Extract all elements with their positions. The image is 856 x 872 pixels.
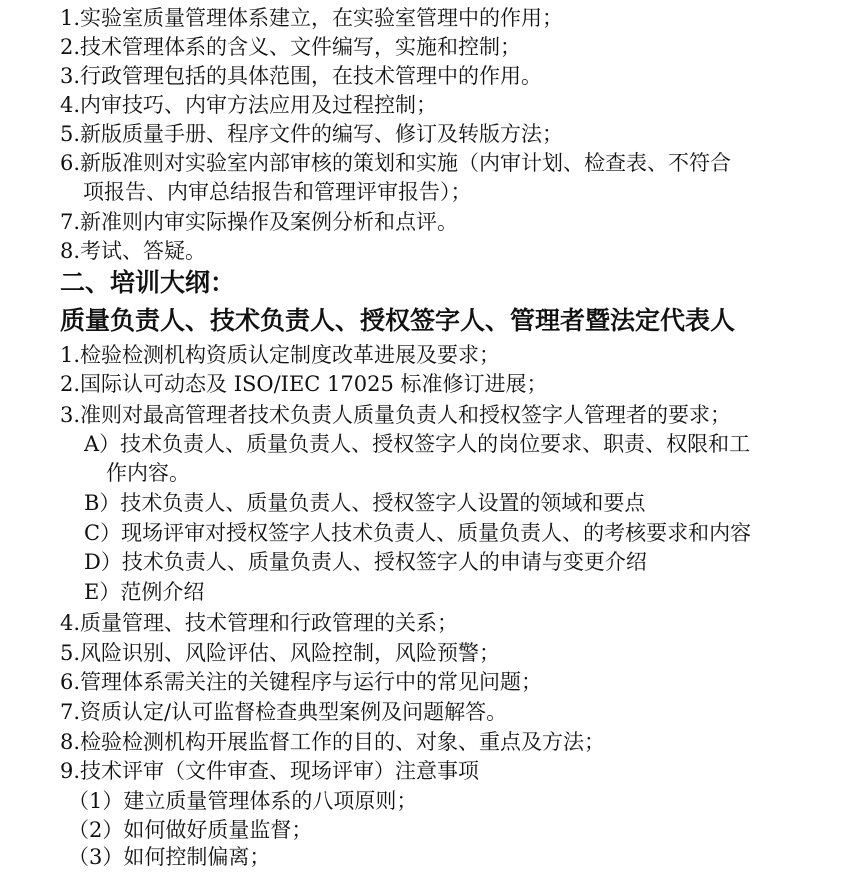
sub-list-item: B）技术负责人、质量负责人、授权签字人设置的领域和要点 xyxy=(84,491,646,515)
sub-list-item: D）技术负责人、质量负责人、授权签字人的申请与变更介绍 xyxy=(84,550,647,574)
list-item-continuation: 项报告、内审总结报告和管理评审报告）； xyxy=(83,180,472,204)
sub-list-item-continuation: 作内容。 xyxy=(106,461,190,485)
list-item: 5.风险识别、风险评估、风险控制，风险预警； xyxy=(60,641,501,665)
list-item: 9.技术评审（文件审查、现场评审）注意事项 xyxy=(60,759,480,783)
list-item: 1.实验室质量管理体系建立，在实验室管理中的作用； xyxy=(60,6,564,30)
numbered-sub-item: （1）建立质量管理体系的八项原则； xyxy=(68,789,418,813)
list-item: 7.新准则内审实际操作及案例分析和点评。 xyxy=(60,210,459,234)
sub-list-item: E）范例介绍 xyxy=(84,580,205,604)
list-item: 2.国际认可动态及 ISO/IEC 17025 标准修订进展； xyxy=(60,372,548,396)
list-item: 6.管理体系需关注的关键程序与运行中的常见问题； xyxy=(60,670,543,694)
list-item: 4.质量管理、技术管理和行政管理的关系； xyxy=(60,611,459,635)
list-item: 5.新版质量手册、程序文件的编写、修订及转版方法； xyxy=(60,122,564,146)
sub-list-item: A）技术负责人、质量负责人、授权签字人的岗位要求、职责、权限和工 xyxy=(84,432,751,456)
list-item: 4.内审技巧、内审方法应用及过程控制； xyxy=(60,93,438,117)
list-item: 8.考试、答疑。 xyxy=(60,239,207,263)
numbered-sub-item: （3）如何控制偏离； xyxy=(68,845,271,869)
sub-list-item: C）现场评审对授权签字人技术负责人、质量负责人、的考核要求和内容 xyxy=(84,521,752,545)
section-subheading: 质量负责人、技术负责人、授权签字人、管理者暨法定代表人 xyxy=(60,306,736,335)
list-item: 3.行政管理包括的具体范围，在技术管理中的作用。 xyxy=(60,64,543,88)
list-item: 1.检验检测机构资质认定制度改革进展及要求； xyxy=(60,343,501,367)
list-item: 7.资质认定/认可监督检查典型案例及问题解答。 xyxy=(60,700,508,724)
list-item: 3.准则对最高管理者技术负责人质量负责人和授权签字人管理者的要求； xyxy=(60,403,732,427)
list-item: 2.技术管理体系的含义、文件编写，实施和控制； xyxy=(60,35,522,59)
section-heading: 二、培训大纲： xyxy=(60,268,236,297)
list-item: 6.新版准则对实验室内部审核的策划和实施（内审计划、检查表、不符合 xyxy=(60,151,732,175)
list-item: 8.检验检测机构开展监督工作的目的、对象、重点及方法； xyxy=(60,730,606,754)
numbered-sub-item: （2）如何做好质量监督； xyxy=(68,818,313,842)
